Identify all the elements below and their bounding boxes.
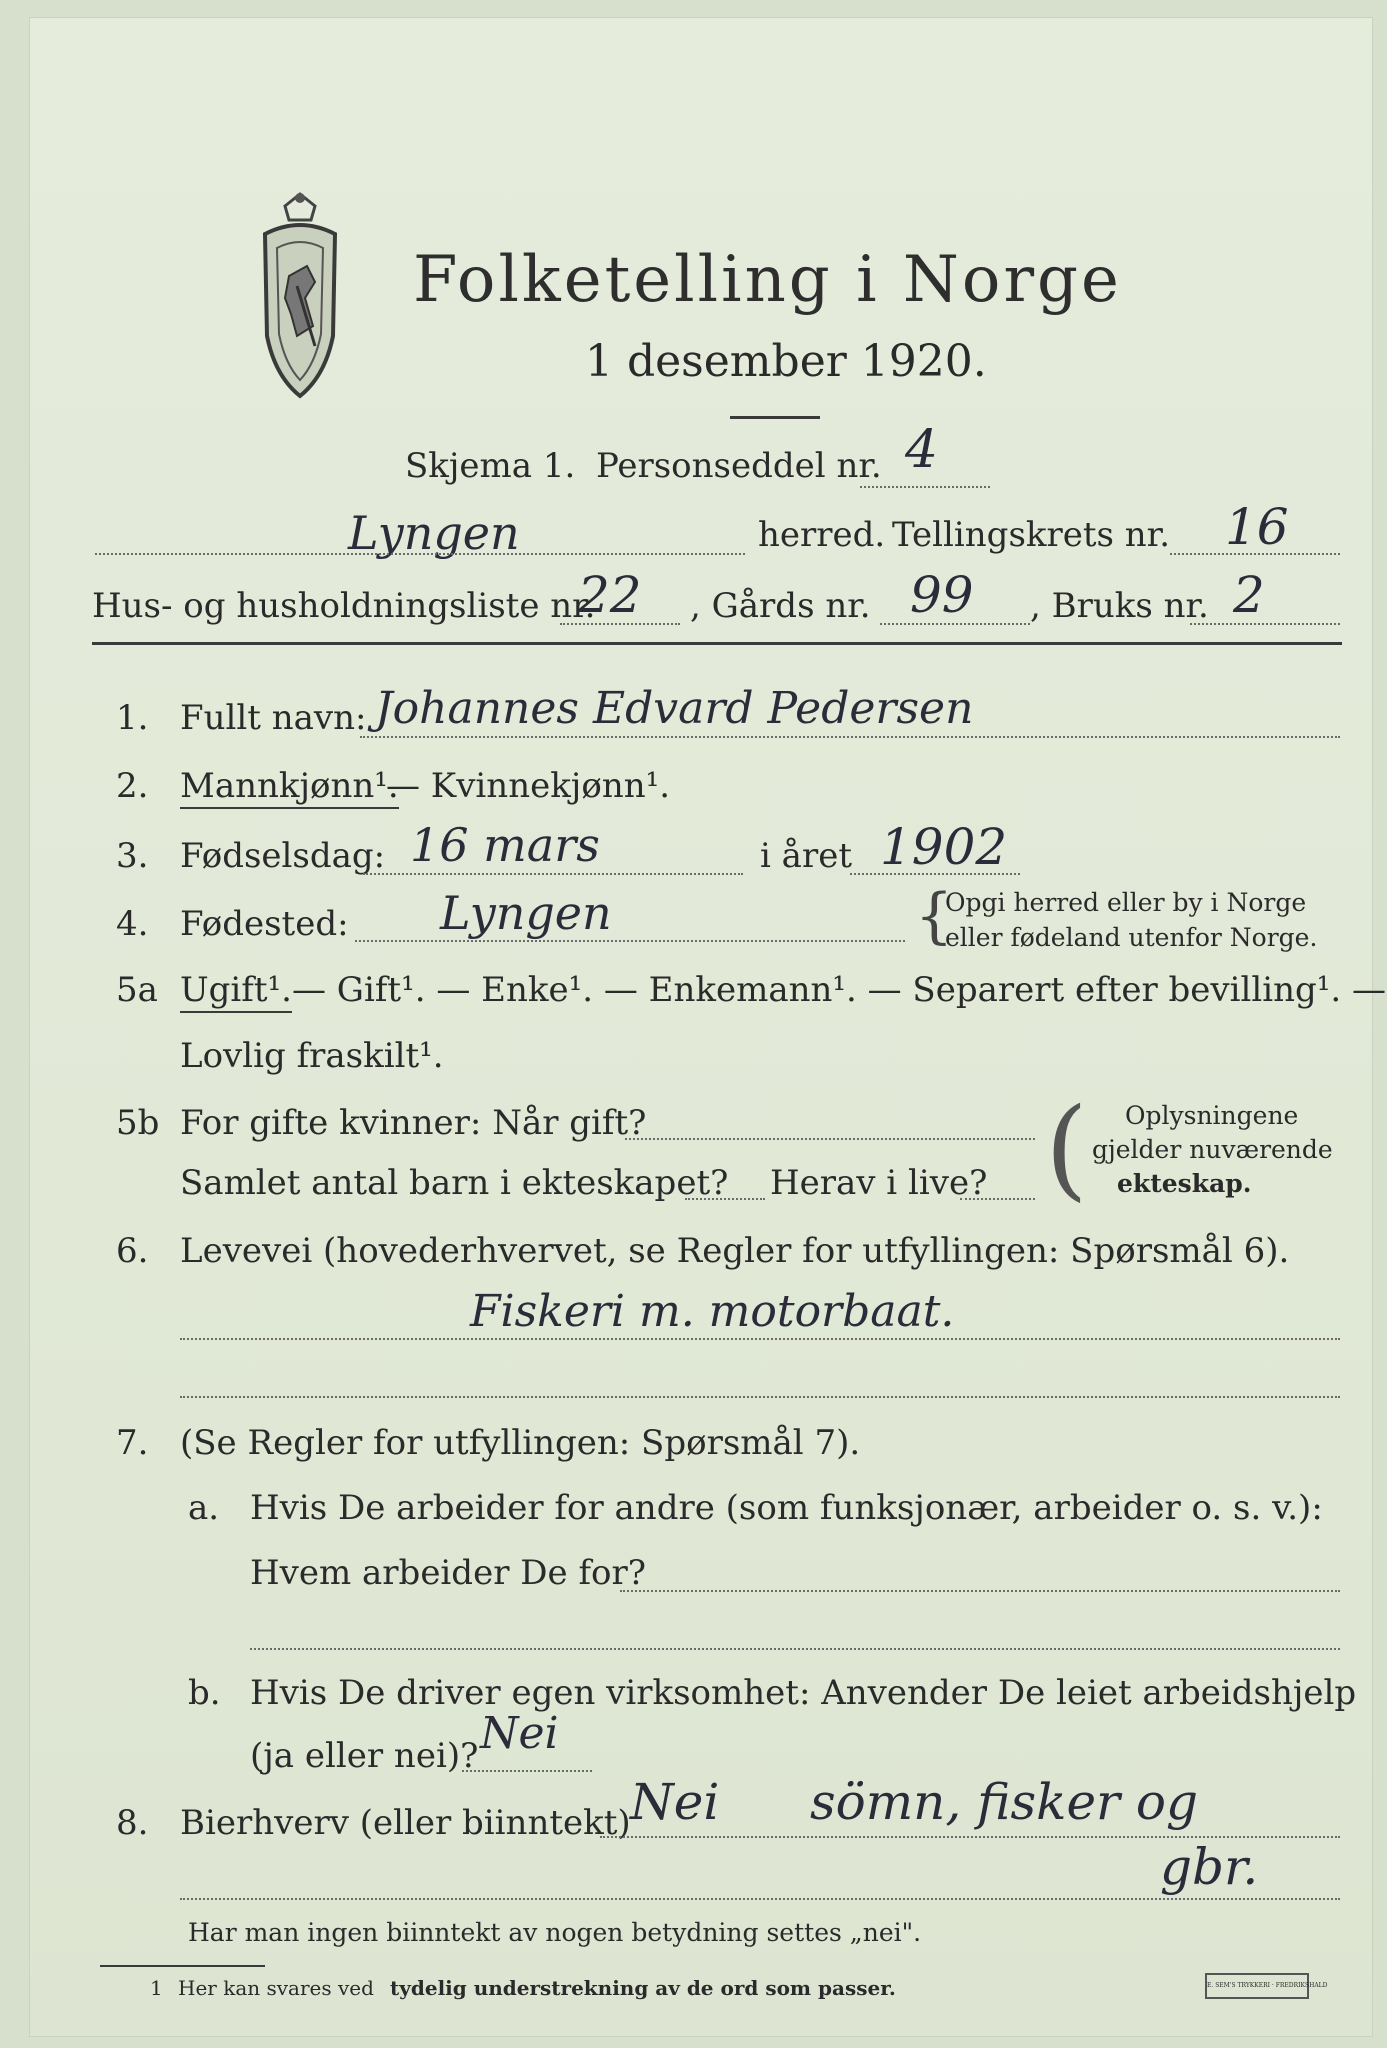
q5a-line2: Lovlig fraskilt¹.	[180, 1036, 444, 1076]
q7a-text: Hvis De arbeider for andre (som funksjonær, arbeider o. s. v.):	[250, 1488, 1323, 1528]
coat-of-arms-icon	[245, 186, 355, 406]
q4-number: 4.	[116, 904, 149, 944]
krets-label: Tellingskrets nr.	[892, 515, 1171, 555]
q7a-text2: Hvem arbeider De for?	[250, 1553, 646, 1593]
q7a-letter: a.	[188, 1488, 220, 1528]
q8-number: 8.	[116, 1803, 149, 1843]
q5b-label: For gifte kvinner: Når gift?	[180, 1103, 647, 1143]
q7-number: 7.	[116, 1423, 149, 1463]
title-divider	[730, 416, 820, 419]
q5b-label3: Herav i live?	[770, 1163, 988, 1203]
hus-nr: 22	[578, 566, 642, 624]
q4-label: Fødested:	[180, 904, 349, 944]
birthdate-value: 16 mars	[410, 818, 600, 872]
birthplace-value: Lyngen	[440, 886, 612, 940]
q5b-number: 5b	[116, 1103, 160, 1143]
q1-label: Fullt navn:	[180, 698, 367, 738]
census-form: Folketelling i Norge 1 desember 1920. Skjema 1. Personseddel nr. 4 Lyngen herred. Tellingskrets nr. 16 Hus- og husholdningsliste nr. 22 , Gårds nr. 99 , Bruks nr. 2 1. Fullt navn: Johannes Edvard Pedersen 2. Mannkjønn¹. — Kvinnekjønn¹. 3. Fødselsdag: 16 mars i året 1902 4. Fødested: Lyngen { Opgi herred eller by i Norge eller fødeland utenfor Norge. 5a Ugift¹. — Gift¹. — Enke¹. — Enkemann¹. — Separert efter bevilling¹. — Lovlig fraskilt¹. 5b For gifte kvinner: Når gift? Samlet antal barn i ekteskapet? Herav i live? ( Oplysningene gjelder nuværende ekteskap. 6. Levevei (hovederhvervet, se Regler for utfyllingen: Spørsmål 6). Fiskeri m. motorbaat. 7. (Se Regler for utfyllingen: Spørsmål 7). a. Hvis De arbeider for andre (som funksjonær, arbeider o. s. v.): Hvem arbeider De for? b. Hvis De driver egen virksomhet: Anvender De leiet arbeidshjelp (ja eller nei)? Nei 8. Bierhverv (eller biinntekt) Nei sömn, fisker og gbr. Har man ingen biinntekt av nogen betydning settes „nei". 1 Her kan svares ved tydelig understrekning av de ord som passer. E. SEM'S TRYKKERI · FREDRIKSHALD	[30, 18, 1372, 2036]
q2-number: 2.	[116, 766, 149, 806]
q7b-letter: b.	[188, 1673, 221, 1713]
footnote-bold-text: tydelig understrekning av de ord som passer.	[390, 1976, 896, 2000]
q5a-number: 5a	[116, 970, 158, 1010]
q4-note-line1: Opgi herred eller by i Norge	[945, 888, 1307, 917]
person-nr: 4	[905, 420, 939, 480]
q2-rest: — Kvinnekjønn¹.	[386, 766, 671, 806]
herred-value: Lyngen	[348, 506, 520, 560]
year-label: i året	[760, 836, 852, 876]
ugift-option-underlined: Ugift¹.	[180, 970, 292, 1013]
q5a-rest: — Gift¹. — Enke¹. — Enkemann¹. — Separert efter bevilling¹. —	[292, 970, 1387, 1010]
q8-value3: gbr.	[1160, 1838, 1259, 1896]
herred-label: herred.	[758, 515, 886, 555]
q4-note-line2: eller fødeland utenfor Norge.	[945, 923, 1318, 952]
hus-label: Hus- og husholdningsliste nr.	[92, 586, 596, 626]
q3-number: 3.	[116, 836, 149, 876]
male-option-underlined: Mannkjønn¹.	[180, 766, 399, 809]
gards-nr: 99	[910, 566, 974, 624]
q6-number: 6.	[116, 1231, 149, 1271]
q7b-text: Hvis De driver egen virksomhet: Anvender De leiet arbeidshjelp	[250, 1673, 1357, 1713]
krets-nr: 16	[1225, 498, 1289, 556]
schema-label: Skjema 1.	[405, 446, 576, 486]
header-rule	[92, 642, 1342, 645]
occupation-value: Fiskeri m. motorbaat.	[470, 1286, 955, 1337]
q6-label: Levevei (hovederhvervet, se Regler for utfyllingen: Spørsmål 6).	[180, 1231, 1290, 1271]
bruks-label: , Bruks nr.	[1030, 586, 1209, 626]
q8-value2: sömn, fisker og	[810, 1773, 1198, 1831]
q3-label: Fødselsdag:	[180, 836, 386, 876]
q5b-note-line2: gjelder nuværende	[1092, 1135, 1333, 1164]
person-label: Personseddel nr.	[596, 446, 882, 486]
q1-number: 1.	[116, 698, 149, 738]
footnote-mark: 1	[150, 1976, 163, 2000]
q7-label: (Se Regler for utfyllingen: Spørsmål 7).	[180, 1423, 861, 1463]
birth-year-value: 1902	[880, 818, 1008, 876]
full-name-value: Johannes Edvard Pedersen	[375, 683, 974, 734]
census-date: 1 desember 1920.	[585, 336, 987, 387]
q5b-note-line1: Oplysningene	[1125, 1101, 1299, 1130]
q5b-label2: Samlet antal barn i ekteskapet?	[180, 1163, 729, 1203]
gards-label: , Gårds nr.	[690, 586, 871, 626]
bruks-nr: 2	[1233, 566, 1265, 624]
footnote-text: Her kan svares ved	[178, 1976, 374, 2000]
footer-note: Har man ingen biinntekt av nogen betydning settes „nei".	[188, 1918, 922, 1947]
q7b-text2: (ja eller nei)?	[250, 1736, 479, 1776]
form-title: Folketelling i Norge	[413, 243, 1122, 317]
q8-label: Bierhverv (eller biinntekt)	[180, 1803, 631, 1843]
q8-value1: Nei	[630, 1773, 720, 1831]
printer-stamp: E. SEM'S TRYKKERI · FREDRIKSHALD	[1205, 1973, 1309, 1999]
q7b-value: Nei	[480, 1708, 559, 1759]
q5b-note-line3: ekteskap.	[1117, 1169, 1252, 1198]
